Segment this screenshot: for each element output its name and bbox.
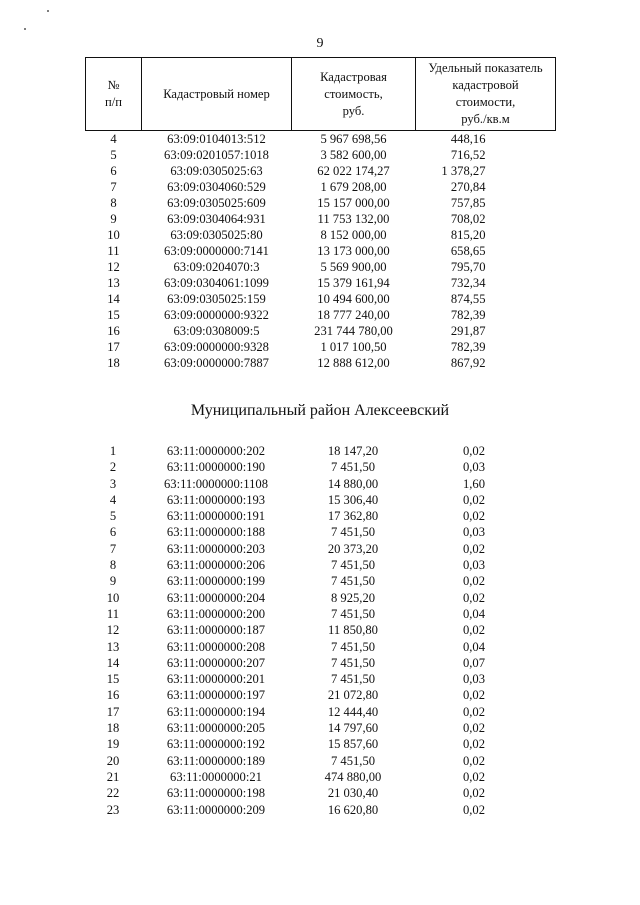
row-number: 3 — [109, 476, 117, 491]
table-row — [85, 753, 555, 769]
header-specific-index — [416, 58, 556, 131]
table-row — [85, 443, 555, 459]
table-row — [86, 275, 556, 291]
row-number: 4 — [110, 132, 117, 146]
table-row — [85, 736, 555, 752]
cadastral-value: 15 306,40 — [327, 492, 379, 507]
cadastral-value: 14 880,00 — [327, 476, 379, 491]
cadastral-value: 12 888 612,00 — [317, 356, 390, 370]
specific-index: 716,52 — [450, 148, 486, 162]
cadastral-number: 63:11:0000000:209 — [166, 802, 266, 817]
table-row — [86, 227, 556, 243]
specific-index: 0,02 — [462, 737, 485, 752]
row-number: 21 — [106, 769, 120, 784]
table-row — [85, 655, 555, 671]
specific-index: 732,34 — [450, 276, 486, 290]
header-number-line: п/п — [105, 95, 122, 109]
cadastral-value: 5 569 900,00 — [320, 260, 387, 274]
header-number — [86, 58, 142, 131]
cadastral-value: 15 857,60 — [327, 737, 379, 752]
header-cadastral-number: Кадастровый номер — [142, 58, 292, 131]
cadastral-value: 11 850,80 — [328, 623, 378, 638]
table-row — [85, 639, 555, 655]
table-row — [85, 769, 555, 785]
table-row — [86, 163, 556, 179]
header-specific-line: Удельный показатель — [428, 61, 543, 75]
row-number: 16 — [106, 688, 120, 703]
cadastral-value: 7 451,50 — [330, 525, 376, 540]
row-number: 20 — [106, 753, 120, 768]
specific-index: 0,04 — [462, 639, 485, 654]
specific-index: 0,04 — [462, 606, 485, 621]
cadastral-table — [85, 57, 556, 371]
row-number: 17 — [107, 340, 120, 354]
table-row — [85, 785, 555, 801]
cadastral-value: 7 451,50 — [330, 574, 376, 589]
cadastral-number: 63:09:0304060:529 — [167, 180, 266, 194]
specific-index: 795,70 — [450, 260, 486, 274]
cadastral-number: 63:11:0000000:207 — [166, 655, 266, 670]
cadastral-number: 63:11:0000000:191 — [166, 509, 266, 524]
table-row — [86, 291, 556, 307]
row-number: 23 — [106, 802, 120, 817]
row-number: 10 — [106, 590, 120, 605]
cadastral-value: 11 753 132,00 — [317, 212, 390, 226]
cadastral-number: 63:11:0000000:187 — [166, 623, 266, 638]
cadastral-number: 63:11:0000000:205 — [166, 721, 266, 736]
specific-index: 0,07 — [462, 655, 485, 670]
specific-index: 0,03 — [462, 558, 485, 573]
table-row — [85, 573, 555, 589]
cadastral-number: 63:09:0305025:159 — [167, 292, 266, 306]
specific-index: 0,02 — [462, 574, 485, 589]
section-title: Муниципальный район Алексеевский — [190, 402, 450, 419]
table-row — [85, 687, 555, 703]
specific-index: 0,02 — [462, 541, 485, 556]
row-number: 12 — [107, 260, 120, 274]
row-number: 15 — [106, 672, 120, 687]
table-row — [85, 508, 555, 524]
header-cadastral-value — [292, 58, 416, 131]
row-number: 7 — [109, 541, 117, 556]
cadastral-number: 63:09:0304061:1099 — [164, 276, 269, 290]
row-number: 9 — [110, 212, 117, 226]
cadastral-number: 63:11:0000000:190 — [166, 460, 266, 475]
cadastral-value: 7 451,50 — [330, 606, 376, 621]
cadastral-number: 63:09:0000000:7141 — [164, 244, 269, 258]
scan-speck — [24, 28, 26, 30]
cadastral-value: 8 925,20 — [330, 590, 376, 605]
cadastral-number: 63:09:0104013:512 — [167, 132, 266, 146]
cadastral-number: 63:09:0204070:3 — [173, 260, 260, 274]
cadastral-value: 18 147,20 — [327, 444, 379, 458]
cadastral-value: 1 017 100,50 — [320, 340, 387, 354]
cadastral-number: 63:11:0000000:203 — [166, 541, 266, 556]
row-number: 17 — [106, 704, 120, 719]
cadastral-value: 7 451,50 — [330, 639, 376, 654]
table-row — [86, 323, 556, 339]
table-body — [85, 443, 555, 818]
cadastral-number: 63:09:0305025:609 — [167, 196, 266, 210]
table-row — [85, 476, 555, 492]
row-number: 14 — [107, 292, 120, 306]
cadastral-value: 5 967 698,56 — [320, 132, 387, 146]
row-number: 12 — [106, 623, 120, 638]
row-number: 16 — [107, 324, 120, 338]
row-number: 6 — [110, 164, 117, 178]
specific-index: 0,02 — [462, 721, 485, 736]
specific-index: 874,55 — [450, 292, 486, 306]
table-row — [85, 557, 555, 573]
row-number: 9 — [109, 574, 117, 589]
specific-index: 448,16 — [450, 132, 486, 146]
row-number: 13 — [107, 276, 120, 290]
specific-index: 0,02 — [462, 769, 485, 784]
row-number: 2 — [109, 460, 117, 475]
cadastral-value: 8 152 000,00 — [320, 228, 387, 242]
table-header-row — [86, 58, 556, 131]
row-number: 14 — [106, 655, 120, 670]
table-row — [85, 622, 555, 638]
cadastral-value: 3 582 600,00 — [320, 148, 387, 162]
table-row — [86, 195, 556, 211]
table-row — [85, 720, 555, 736]
cadastral-number: 63:09:0000000:9328 — [164, 340, 269, 354]
cadastral-value: 7 451,50 — [330, 460, 376, 475]
table-row — [86, 179, 556, 195]
cadastral-value: 62 022 174,27 — [317, 164, 390, 178]
row-number: 11 — [107, 244, 120, 258]
cadastral-value: 7 451,50 — [330, 655, 376, 670]
cadastral-number: 63:11:0000000:193 — [166, 492, 266, 507]
specific-index: 0,02 — [462, 492, 485, 507]
cadastral-number: 63:11:0000000:206 — [166, 558, 266, 573]
cadastral-value: 16 620,80 — [327, 802, 379, 817]
scan-speck — [47, 10, 49, 12]
row-number: 7 — [110, 180, 117, 194]
specific-index: 0,02 — [462, 704, 485, 719]
header-specific-line: стоимости, — [455, 95, 516, 109]
specific-index: 0,02 — [462, 753, 485, 768]
cadastral-value: 21 072,80 — [327, 688, 379, 703]
specific-index: 658,65 — [450, 244, 486, 258]
table-row — [86, 147, 556, 163]
row-number: 6 — [109, 525, 117, 540]
row-number: 18 — [107, 356, 120, 370]
cadastral-number: 63:11:0000000:198 — [166, 786, 266, 801]
cadastral-value: 17 362,80 — [327, 509, 379, 524]
specific-index: 0,02 — [462, 590, 485, 605]
row-number: 15 — [107, 308, 120, 322]
row-number: 13 — [106, 639, 120, 654]
header-value-line: руб. — [342, 103, 365, 118]
table-body — [86, 131, 556, 372]
specific-index: 270,84 — [450, 180, 486, 194]
specific-index: 782,39 — [450, 340, 486, 354]
table-row — [85, 459, 555, 475]
specific-index: 0,02 — [462, 623, 485, 638]
cadastral-number: 63:09:0000000:7887 — [164, 356, 269, 370]
cadastral-value: 10 494 600,00 — [317, 292, 390, 306]
specific-index: 782,39 — [450, 308, 486, 322]
cadastral-value: 13 173 000,00 — [317, 244, 390, 258]
table-row — [86, 307, 556, 323]
table-row — [85, 802, 555, 818]
header-value-line: Кадастровая — [320, 69, 387, 84]
table-row — [86, 339, 556, 355]
cadastral-number: 63:11:0000000:199 — [166, 574, 266, 589]
cadastral-number: 63:11:0000000:200 — [166, 606, 266, 621]
cadastral-number: 63:11:0000000:188 — [166, 525, 266, 540]
district-table — [85, 443, 555, 818]
specific-index: 815,20 — [450, 228, 486, 242]
cadastral-number: 63:09:0305025:80 — [170, 228, 263, 242]
page-number: 9 — [316, 36, 324, 51]
cadastral-number: 63:11:0000000:21 — [170, 769, 262, 784]
specific-index: 757,85 — [450, 196, 486, 210]
cadastral-value: 1 679 208,00 — [320, 180, 387, 194]
specific-index: 1 378,27 — [441, 164, 486, 178]
table-row — [85, 590, 555, 606]
cadastral-value: 20 373,20 — [327, 541, 379, 556]
cadastral-number: 63:11:0000000:192 — [166, 737, 266, 752]
row-number: 8 — [110, 196, 117, 210]
cadastral-value: 15 157 000,00 — [317, 196, 390, 210]
cadastral-number: 63:09:0000000:9322 — [164, 308, 269, 322]
cadastral-value: 15 379 161,94 — [317, 276, 390, 290]
header-value-line: стоимость, — [324, 86, 383, 101]
cadastral-value: 14 797,60 — [327, 721, 379, 736]
specific-index: 867,92 — [450, 356, 486, 370]
cadastral-value: 21 030,40 — [327, 786, 379, 801]
table-row — [86, 131, 556, 148]
table-row — [85, 524, 555, 540]
cadastral-number: 63:09:0304064:931 — [167, 212, 266, 226]
specific-index: 0,03 — [462, 460, 485, 475]
specific-index: 0,02 — [462, 688, 485, 703]
table-row — [85, 541, 555, 557]
row-number: 18 — [106, 721, 120, 736]
row-number: 1 — [109, 444, 117, 458]
table-row — [86, 243, 556, 259]
cadastral-value: 7 451,50 — [330, 558, 376, 573]
specific-index: 0,02 — [462, 802, 485, 817]
specific-index: 1,60 — [462, 476, 485, 491]
row-number: 5 — [109, 509, 117, 524]
header-specific-line: руб./кв.м — [461, 112, 510, 126]
row-number: 4 — [109, 492, 117, 507]
row-number: 8 — [109, 558, 117, 573]
cadastral-number: 63:11:0000000:194 — [166, 704, 266, 719]
cadastral-value: 18 777 240,00 — [317, 308, 390, 322]
cadastral-number: 63:11:0000000:189 — [166, 753, 266, 768]
row-number: 19 — [106, 737, 120, 752]
cadastral-value: 231 744 780,00 — [314, 324, 393, 338]
cadastral-value: 7 451,50 — [330, 672, 376, 687]
cadastral-number: 63:09:0201057:1018 — [164, 148, 269, 162]
specific-index: 0,02 — [462, 786, 485, 801]
cadastral-number: 63:11:0000000:201 — [166, 672, 266, 687]
cadastral-number: 63:09:0305025:63 — [170, 164, 263, 178]
cadastral-number: 63:09:0308009:5 — [173, 324, 260, 338]
row-number: 10 — [107, 228, 120, 242]
table-row — [86, 355, 556, 371]
cadastral-number: 63:11:0000000:204 — [166, 590, 266, 605]
row-number: 11 — [106, 606, 120, 621]
cadastral-number: 63:11:0000000:197 — [166, 688, 266, 703]
table-row — [86, 259, 556, 275]
specific-index: 0,03 — [462, 672, 485, 687]
specific-index: 0,03 — [462, 525, 485, 540]
table-row — [85, 606, 555, 622]
table-row — [85, 671, 555, 687]
header-specific-line: кадастровой — [452, 78, 519, 92]
cadastral-number: 63:11:0000000:208 — [166, 639, 266, 654]
specific-index: 0,02 — [462, 444, 485, 458]
cadastral-value: 7 451,50 — [330, 753, 376, 768]
header-number-line: № — [107, 78, 120, 92]
cadastral-value: 12 444,40 — [327, 704, 379, 719]
table-row — [85, 704, 555, 720]
specific-index: 708,02 — [450, 212, 486, 226]
cadastral-value: 474 880,00 — [324, 769, 382, 784]
cadastral-number: 63:11:0000000:1108 — [163, 476, 268, 491]
specific-index: 0,02 — [462, 509, 485, 524]
table-row — [86, 211, 556, 227]
cadastral-number: 63:11:0000000:202 — [166, 444, 266, 458]
specific-index: 291,87 — [450, 324, 486, 338]
row-number: 5 — [110, 148, 117, 162]
table-row — [85, 492, 555, 508]
row-number: 22 — [106, 786, 120, 801]
